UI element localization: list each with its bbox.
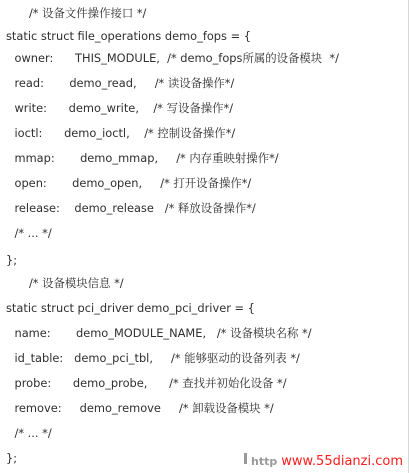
code-line: remove: demo_remove /* 卸载设备模块 */ [0, 401, 274, 415]
code-line: open: demo_open, /* 打开设备操作*/ [0, 176, 252, 190]
code-line: /* 设备模块信息 */ [0, 276, 124, 290]
code-line: }; [6, 451, 18, 465]
code-line: write: demo_write, /* 写设备操作*/ [0, 101, 234, 115]
code-line: static struct pci_driver demo_pci_driver = { [6, 301, 255, 315]
code-line: id_table: demo_pci_tbl, /* 能够驱动的设备列表 */ [0, 351, 300, 365]
code-line: static struct file_operations demo_fops = { [6, 29, 252, 43]
code-line: /* 设备文件操作接口 */ [0, 6, 147, 20]
watermark [244, 454, 403, 469]
code-line: ioctl: demo_ioctl, /* 控制设备操作*/ [0, 126, 236, 140]
watermark-domain: www.55dianzi.com [281, 454, 403, 469]
code-line: read: demo_read, /* 读设备操作*/ [0, 76, 235, 90]
code-line: /* ... */ [0, 426, 52, 440]
code-line: name: demo_MODULE_NAME, /* 设备模块名称 */ [0, 326, 312, 340]
code-line: probe: demo_probe, /* 查找并初始化设备 */ [0, 376, 287, 390]
code-line: owner: THIS_MODULE, /* demo_fops所属的设备模块 */ [0, 51, 339, 65]
code-line: /* ... */ [0, 226, 52, 240]
code-line: }; [6, 253, 18, 267]
watermark-prefix: http [250, 455, 278, 468]
code-line: mmap: demo_mmap, /* 内存重映射操作*/ [0, 151, 279, 165]
code-line: release: demo_release /* 释放设备操作*/ [0, 201, 256, 215]
watermark-mark-icon [244, 453, 247, 464]
